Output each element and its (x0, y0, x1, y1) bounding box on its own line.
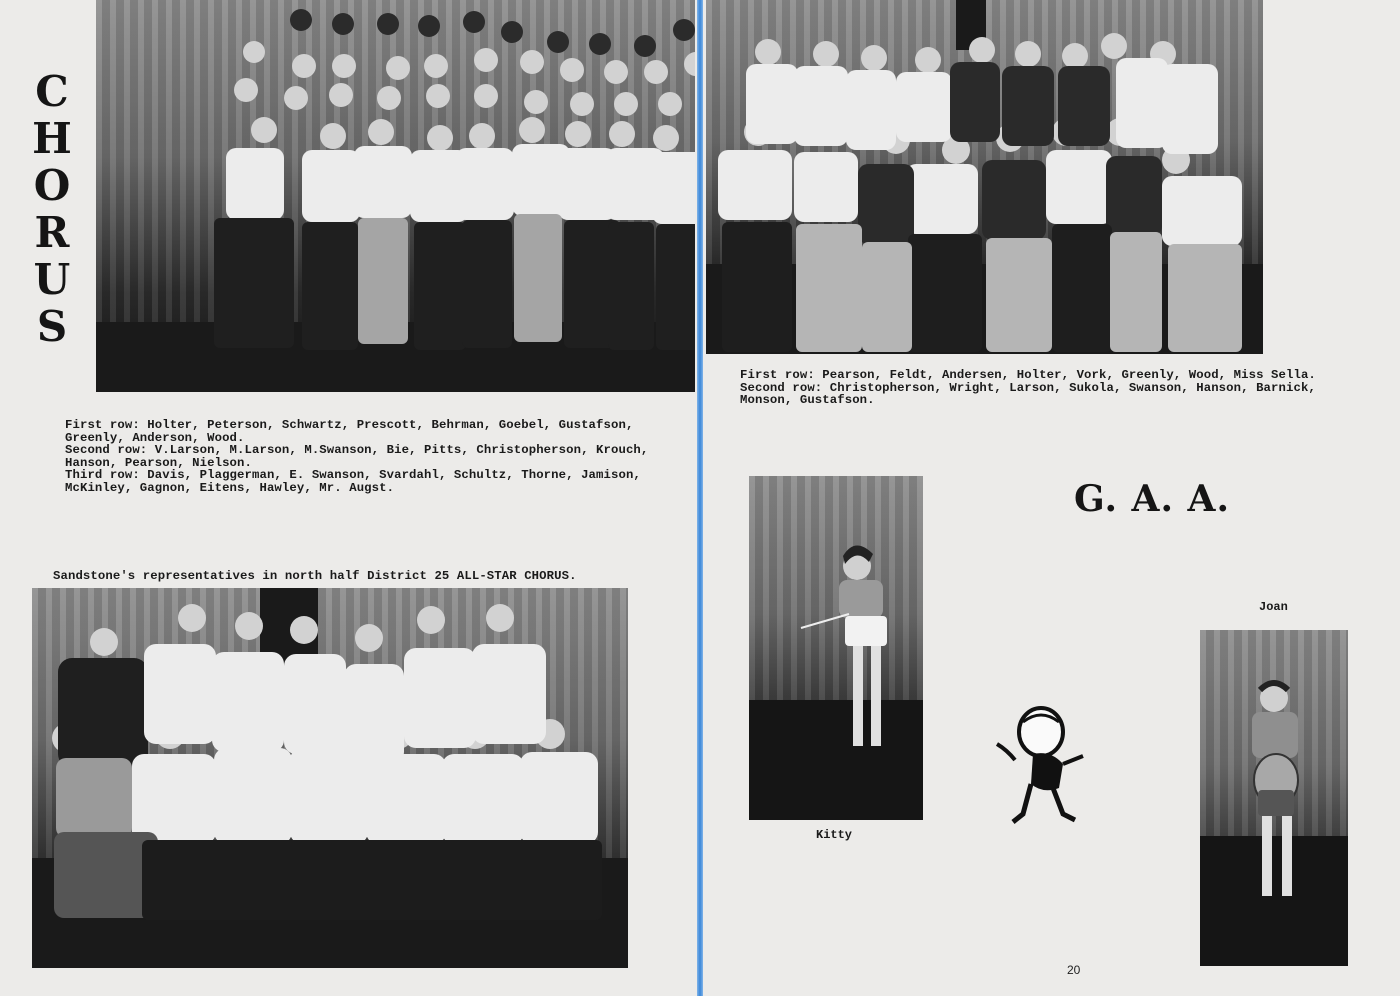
allstar-caption: Sandstone's representatives in north half District 25 ALL-STAR CHORUS. (53, 569, 577, 583)
chorus-letter: H (32, 114, 72, 163)
chorus-figures (96, 0, 695, 392)
gaa-title: G. A. A. (1074, 478, 1230, 520)
chorus-letter: O (33, 161, 71, 210)
golfer-cartoon-icon (993, 704, 1093, 824)
gaa-group-photo (706, 0, 1263, 354)
allstar-figures (32, 588, 628, 968)
kitty-photo (749, 476, 923, 820)
caption-line: Hanson, Pearson, Nielson. (65, 455, 252, 470)
caption-line: Second row: Christopherson, Wright, Larson, Sukola, Swanson, Hanson, Barnick, (740, 380, 1316, 395)
right-page (703, 0, 1400, 996)
chorus-title (30, 68, 74, 350)
joan-photo (1200, 630, 1348, 966)
gaa-caption (740, 369, 1316, 407)
kitty-label: Kitty (816, 828, 853, 842)
chorus-letter: C (35, 67, 69, 116)
caption-line: First row: Holter, Peterson, Schwartz, Prescott, Behrman, Goebel, Gustafson, (65, 418, 634, 432)
left-page (0, 0, 697, 996)
chorus-letter: S (36, 302, 68, 351)
joan-figure (1200, 630, 1348, 966)
caption-line: First row: Pearson, Feldt, Andersen, Holter, Vork, Greenly, Wood, Miss Sella. (740, 368, 1316, 382)
chorus-group-photo (96, 0, 695, 392)
page-number: 20 (1067, 963, 1081, 977)
caption-line: Third row: Davis, Plaggerman, E. Swanson, Svardahl, Schultz, Thorne, Jamison, (65, 468, 641, 482)
allstar-chorus-photo (32, 588, 628, 968)
joan-label: Joan (1259, 600, 1288, 614)
caption-line: Second row: V.Larson, M.Larson, M.Swanson, Bie, Pitts, Christopherson, Krouch, (65, 443, 649, 457)
chorus-letter: U (33, 255, 71, 304)
kitty-figure (749, 476, 923, 820)
chorus-caption (65, 419, 648, 494)
caption-line: McKinley, Gagnon, Eitens, Hawley, Mr. Augst. (65, 480, 395, 495)
caption-line: Monson, Gustafson. (740, 393, 875, 407)
gaa-figures (706, 0, 1263, 354)
chorus-letter: R (34, 208, 70, 257)
caption-line: Greenly, Anderson, Wood. (65, 430, 245, 445)
